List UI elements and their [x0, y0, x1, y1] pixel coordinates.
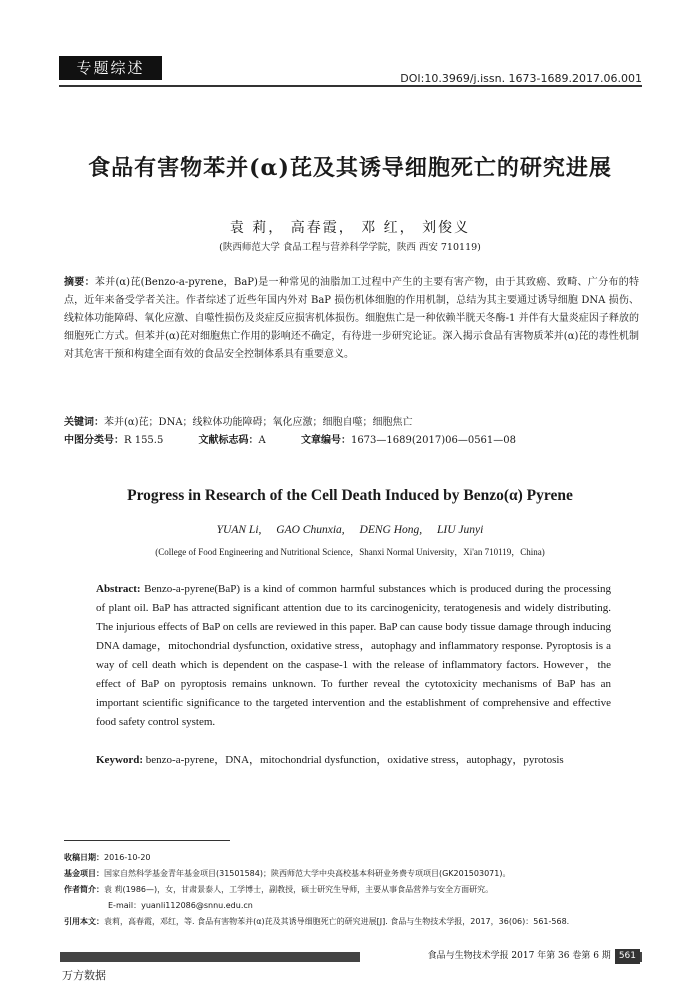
page-number: 561: [615, 949, 640, 964]
en-affiliation: (College of Food Engineering and Nutritional Science，Shanxi Normal University，Xi'an 710119，China): [155, 547, 545, 557]
en-author: DENG Hong,: [359, 524, 423, 536]
cn-keywords-text: 苯并(α)芘；DNA；线粒体功能障碍；氧化应激；细胞自噬；细胞焦亡: [104, 417, 413, 428]
clc: 中图分类号：R 155.5: [64, 435, 164, 446]
footnote-cite: 引用本文：袁莉，高春霞，邓红，等. 食品有害物苯并(α)芘及其诱导细胞死亡的研究进展[J]. 食品与生物技术学报，2017，36(06)：561-568.: [64, 917, 570, 926]
en-authors: [0, 524, 700, 536]
footnote-rule: [64, 840, 230, 841]
footnote-author: 作者简介：袁 莉(1986—)，女，甘肃景泰人，工学博士，副教授，硕士研究生导师，主要从事食品营养与安全方面研究。: [64, 885, 494, 894]
en-keywords-label: Keyword:: [96, 754, 144, 766]
cn-authors: 袁 莉， 高春霞， 邓 红， 刘俊义: [229, 220, 471, 236]
article-number: 文章编号：1673—1689(2017)06—0561—08: [300, 435, 517, 446]
en-keywords-text: benzo-a-pyrene，DNA，mitochondrial dysfunction，oxidative stress，autophagy，pyrotosis: [145, 754, 564, 766]
en-title: Progress in Research of the Cell Death Induced by Benzo(α) Pyrene: [127, 487, 573, 504]
cn-keywords-label: 关键词：: [64, 417, 104, 428]
doi: DOI:10.3969/j.issn. 1673-1689.2017.06.001: [400, 72, 642, 85]
footnote-fund: 基金项目：国家自然科学基金青年基金项目(31501584)；陕西师范大学中央高校基本科研业务费专项项目(GK201503071)。: [64, 869, 511, 878]
footer-journal: 食品与生物技术学报 2017 年第 36 卷第 6 期 561: [360, 949, 640, 964]
en-author: YUAN Li,: [216, 524, 262, 536]
cn-abstract: [64, 274, 639, 364]
footnote-received: 收稿日期：2016-10-20: [64, 853, 151, 862]
cn-abstract-text: 苯并(α)芘(Benzo-a-pyrene，BaP)是一种常见的油脂加工过程中产生的主要有害产物，由于其致癌、致畸、广分布的特点，近年来备受学者关注。作者综述了近些年国内外对 BaP 损伤机体细胞的作用机制，总结为其主要通过诱导细胞 DNA 损伤、线粒体功能障碍、氧化应激、自噬性损伤及炎症反应损害机体损伤。细胞焦亡是一种依赖半胱天冬酶-1 并伴有大量炎症因子释放的细胞死亡方式。但苯并(α)芘对细胞焦亡作用的影响还不确定，有待进一步研究论证。深入揭示食品有害物质苯并(α)芘的毒性机制对其危害干预和构建全面有效的食品安全控制体系具有重要意义。: [64, 277, 639, 360]
header-rule: [59, 85, 642, 87]
en-abstract-text: Benzo-a-pyrene(BaP) is a kind of common harmful substances which is produced during the processing of plant oil. BaP has attracted significant attention due to its carcinogenicity, teratogenesis and widely distributing. The injurious effects of BaP on cells are reviewed in this paper. BaP can cause body tissue damage through inducing DNA damage，mitochondrial dysfunction, oxidative stress，autophagy and inflammatory response. Pyroptosis is a way of cell death which is dependent on the caspase-1 with the release of inflammatory factors. However，the effect of BaP on pyroptosis remains unknown. To further reveal the cytotoxicity mechanisms of BaP has an important scientific significance to the targeted intervention and the establishment of comprehensive and effective food safety control system.: [96, 583, 612, 728]
classification-row: [64, 432, 639, 450]
doc-code: 文献标志码：A: [198, 435, 266, 446]
en-keywords: [96, 751, 611, 770]
section-label: 专题综述: [59, 56, 162, 80]
en-abstract-label: Abstract:: [96, 583, 141, 595]
cn-keywords: [64, 414, 639, 432]
en-abstract: [96, 580, 611, 732]
footnote-email: E-mail：yuanli112086@snnu.edu.cn: [108, 901, 253, 910]
cn-affiliation: (陕西师范大学 食品工程与营养科学学院，陕西 西安 710119): [219, 242, 481, 253]
cn-abstract-label: 摘要：: [64, 277, 95, 288]
watermark: 万方数据: [62, 969, 106, 982]
cn-title: 食品有害物苯并(α)芘及其诱导细胞死亡的研究进展: [88, 155, 612, 181]
en-author: GAO Chunxia,: [276, 524, 345, 536]
en-author: LIU Junyi: [437, 524, 484, 536]
